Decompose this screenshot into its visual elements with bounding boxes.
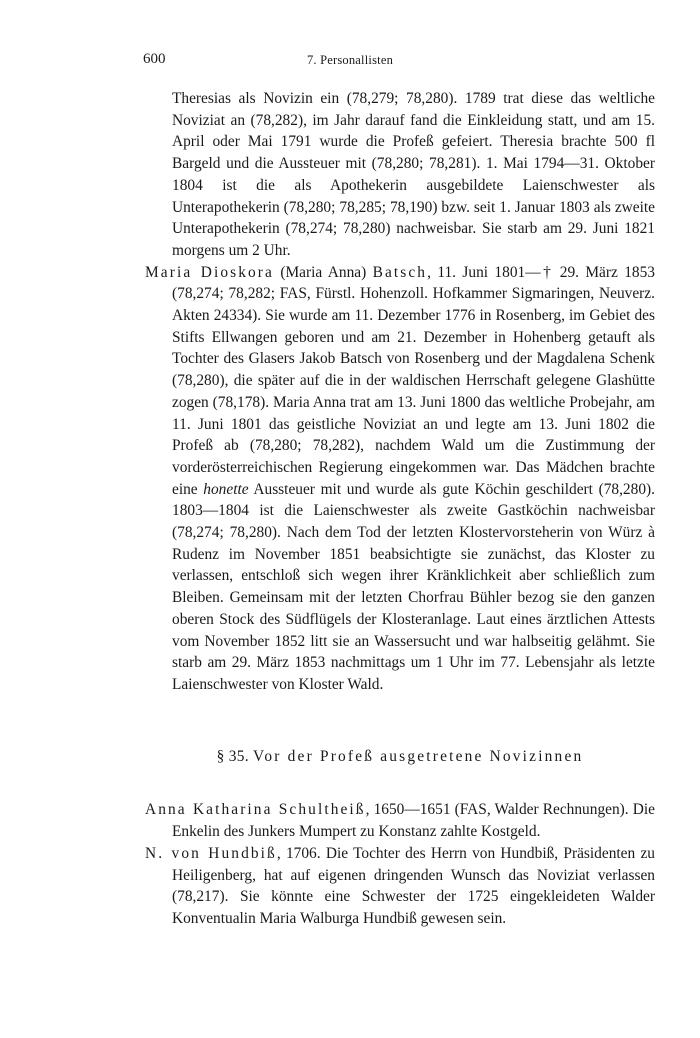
entry-name: Anna Katharina Schultheiß <box>145 801 366 819</box>
entry-text: , 1706. Die Tochter des Herrn von Hundbiß, Präsidenten zu Heiligenberg, hat auf eigenen dringenden Wunsch das Noviziat verlassen (78,217). Sie könnte eine Schwester der 1725 eingekleideten Walder Konventualin Maria Walburga Hundbiß gewesen sein. <box>172 844 655 927</box>
entry-text: , 1650—1651 (FAS, Walder Rechnungen). Die Enkelin des Junkers Mumpert zu Konstanz zahlte Kostgeld. <box>172 801 655 841</box>
section-number: § 35. <box>216 747 249 765</box>
entry-text-cont: Aussteuer mit und wurde als gute Köchin geschildert (78,280). 1803—1804 ist die Laienschwester als zweite Gastköchin nachweisbar (78,274; 78,280). Nach dem Tod der letzten Klostervorsteherin von Würz à Rudenz im November 1851 beabsichtigte sie zunächst, das Kloster zu verlassen, entschloß sich wegen ihrer Kränklichkeit aber schließlich zum Bleiben. Gemeinsam mit der letzten Chorfrau Bühler bezog sie den ganzen oberen Stock des Südflügels der Klosteranlage. Laut eines ärztlichen Attests vom November 1852 litt sie an Wassersucht und war halbseitig gelähmt. Sie starb am 29. März 1853 nachmittags um 1 Uhr im 77. Lebensjahr als letzte Laienschwester von Kloster Wald. <box>172 480 655 693</box>
section-title: Vor der Profeß ausgetretene Novizinnen <box>253 747 584 765</box>
entry-name: Maria Dioskora <box>145 263 274 281</box>
entry-name: N. von Hundbiß <box>145 844 277 862</box>
entry-italic-word: honette <box>203 480 249 498</box>
running-head: 7. Personallisten <box>306 53 394 67</box>
entry-surname: Batsch <box>372 263 428 281</box>
section-heading <box>145 746 655 768</box>
entry-continuation: Theresias als Novizin ein (78,279; 78,280). 1789 trat diese das weltliche Noviziat an (78,282), im Jahr darauf fand die Einkleidung statt, und am 15. April oder Mai 1791 wurde die Profeß gefeiert. Theresia brachte 500 fl Bargeld und die Aussteuer mit (78,280; 78,281). 1. Mai 1794—31. Oktober 1804 ist die als Apothekerin ausgebildete Laienschwester als Unterapothekerin (78,280; 78,285; 78,190) bzw. seit 1. Januar 1803 als zweite Unterapothekerin (78,274; 78,280) nachweisbar. Sie starb am 29. Juni 1821 morgens um 2 Uhr. <box>172 90 655 259</box>
entry-schultheiss <box>145 799 655 842</box>
entry-hundbiss <box>145 843 655 930</box>
page-number: 600 <box>143 51 166 67</box>
entry-name-mid: (Maria Anna) <box>273 263 373 281</box>
body-text <box>145 88 655 930</box>
entry-batsch <box>145 262 655 696</box>
entry-text: , 11. Juni 1801—† 29. März 1853 (78,274; 78,282; FAS, Fürstl. Hohenzoll. Hofkammer Sigmaringen, Neuverz. Akten 24334). Sie wurde am 11. Dezember 1776 in Rosenberg, im Gebiet des Stifts Ellwangen geboren und am 21. Dezember in Hohenberg getauft als Tochter des Glasers Jakob Batsch von Rosenberg und der Magdalena Schenk (78,280), die später auf die in der waldischen Herrschaft gelegene Glashütte zogen (78,178). Maria Anna trat am 13. Juni 1800 das weltliche Probejahr, am 11. Juni 1801 das geistliche Noviziat an und legte am 13. Juni 1802 die Profeß ab (78,280; 78,282), nachdem Wald um die Zustimmung der vorderösterreichischen Regierung eingekommen war. Das Mädchen brachte eine <box>172 263 656 498</box>
